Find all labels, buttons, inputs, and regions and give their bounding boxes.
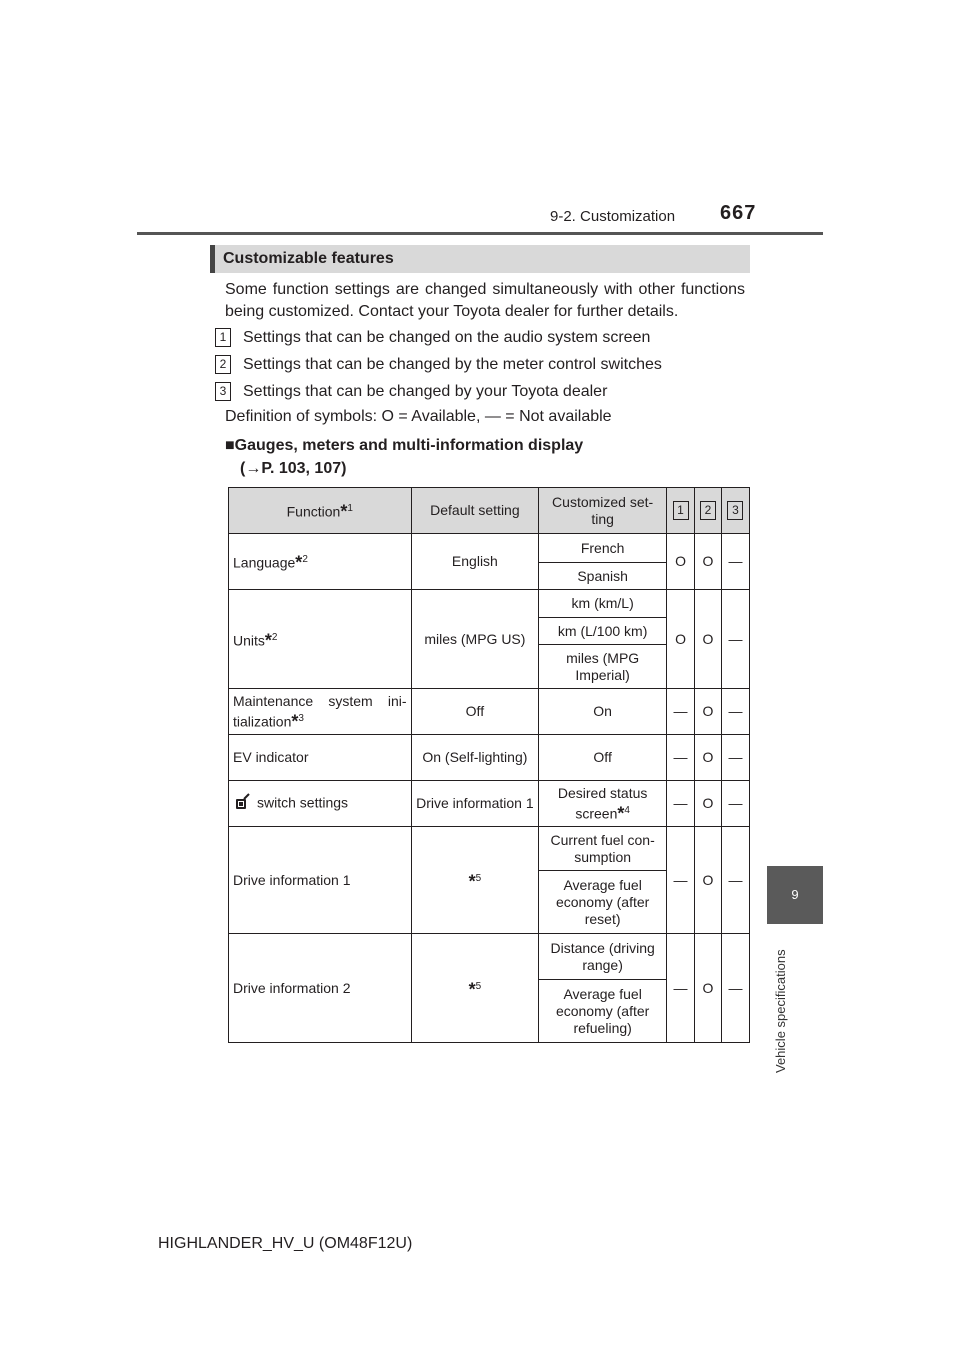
table-row	[229, 934, 750, 980]
section-title-box	[210, 245, 750, 273]
row-language-label: Language*$^2$	[229, 534, 412, 590]
row-drive2-c3: —	[721, 934, 749, 1043]
row-units-default: miles (MPG US)	[411, 590, 539, 689]
section-title: Customizable features	[223, 250, 394, 267]
row-switch-default: Drive information 1	[411, 781, 539, 827]
row-units-opt3: miles (MPG Imperial)	[539, 645, 667, 689]
legend-number-3: 3	[215, 382, 231, 401]
chapter-tab[interactable]: 9	[767, 866, 823, 924]
legend-number-1: 1	[215, 328, 231, 347]
header-rule	[137, 232, 823, 235]
subheading	[225, 434, 583, 480]
row-language-default: English	[411, 534, 539, 590]
subheading-text: Gauges, meters and multi-information display	[234, 437, 584, 454]
row-units-label: Units*$^2$	[229, 590, 412, 689]
row-switch-label: switch settings	[229, 781, 412, 827]
row-drive1-c2: O	[695, 827, 722, 934]
row-drive2-opt1: Distance (driving range)	[539, 934, 667, 980]
row-ev-label: EV indicator	[229, 735, 412, 781]
header-col-1: 1	[667, 488, 695, 534]
row-switch-custom: Desired status screen*$^4$	[539, 781, 667, 827]
row-maintenance-label: Maintenance system ini-tialization*$^3$	[229, 689, 412, 735]
row-ev-c2: O	[695, 735, 722, 781]
row-language-c3: —	[721, 534, 749, 590]
row-drive2-c1: —	[667, 934, 695, 1043]
row-switch-c3: —	[721, 781, 749, 827]
row-switch-c1: —	[667, 781, 695, 827]
legend-text-2: Settings that can be changed by the meter control switches	[243, 356, 662, 373]
row-ev-c3: —	[721, 735, 749, 781]
intro-paragraph: Some function settings are changed simultaneously with other functions being customized. Contact your Toyota dealer for further details.	[225, 281, 745, 320]
footer-model-code: HIGHLANDER_HV_U (OM48F12U)	[158, 1235, 413, 1252]
header-section: 9-2. Customization	[550, 208, 676, 225]
header-default: Default setting	[411, 488, 539, 534]
row-switch-c2: O	[695, 781, 722, 827]
table-row	[229, 735, 750, 781]
row-maintenance-c3: —	[721, 689, 749, 735]
row-units-c2: O	[695, 590, 722, 689]
asterisk-icon: *	[340, 501, 348, 522]
bullet-icon: ■	[225, 437, 235, 454]
row-language-opt1: French	[539, 534, 667, 563]
header-col-2: 2	[695, 488, 722, 534]
row-maintenance-default: Off	[411, 689, 539, 735]
row-language-c1: O	[667, 534, 695, 590]
customization-table	[228, 487, 750, 1043]
symbol-definition: Definition of symbols: O = Available, — = Not available	[225, 408, 612, 425]
row-units-c1: O	[667, 590, 695, 689]
legend-text-1: Settings that can be changed on the audio system screen	[243, 329, 651, 346]
row-drive1-c3: —	[721, 827, 749, 934]
row-drive1-label: Drive information 1	[229, 827, 412, 934]
legend-text-3: Settings that can be changed by your Toyota dealer	[243, 383, 608, 400]
row-drive1-opt2: Average fuel economy (after reset)	[539, 871, 667, 934]
section-title-bar	[210, 245, 215, 273]
table-row	[229, 827, 750, 871]
subheading-line-1	[225, 434, 583, 457]
row-ev-c1: —	[667, 735, 695, 781]
row-drive2-default: *$^5$	[411, 934, 539, 1043]
table-row	[229, 689, 750, 735]
legend-number-2: 2	[215, 355, 231, 374]
table-header-row	[229, 488, 750, 534]
header-col-3: 3	[721, 488, 749, 534]
meter-switch-icon	[233, 793, 251, 815]
chapter-label	[768, 928, 798, 1078]
page-reference[interactable]: (→P. 103, 107)	[240, 460, 347, 477]
row-language-opt2: Spanish	[539, 563, 667, 590]
header-customized: Customized set-ting	[539, 488, 667, 534]
legend-item-3	[215, 382, 607, 401]
row-drive1-c1: —	[667, 827, 695, 934]
row-drive1-default: *$^5$	[411, 827, 539, 934]
page-number: 667	[720, 202, 757, 224]
row-drive1-opt1: Current fuel con-sumption	[539, 827, 667, 871]
row-maintenance-c2: O	[695, 689, 722, 735]
table-row	[229, 534, 750, 563]
legend-item-1	[215, 328, 650, 347]
header-function: Function*$^1$	[229, 488, 412, 534]
table-row	[229, 781, 750, 827]
table-row	[229, 590, 750, 618]
row-drive2-label: Drive information 2	[229, 934, 412, 1043]
row-ev-custom: Off	[539, 735, 667, 781]
row-language-c2: O	[695, 534, 722, 590]
chapter-label-text: Vehicle specifications	[773, 949, 788, 1073]
row-ev-default: On (Self-lighting)	[411, 735, 539, 781]
row-maintenance-c1: —	[667, 689, 695, 735]
row-maintenance-custom: On	[539, 689, 667, 735]
row-drive2-opt2: Average fuel economy (after refueling)	[539, 980, 667, 1043]
row-units-c3: —	[721, 590, 749, 689]
row-units-opt1: km (km/L)	[539, 590, 667, 618]
row-drive2-c2: O	[695, 934, 722, 1043]
legend-item-2	[215, 355, 662, 374]
row-units-opt2: km (L/100 km)	[539, 618, 667, 645]
